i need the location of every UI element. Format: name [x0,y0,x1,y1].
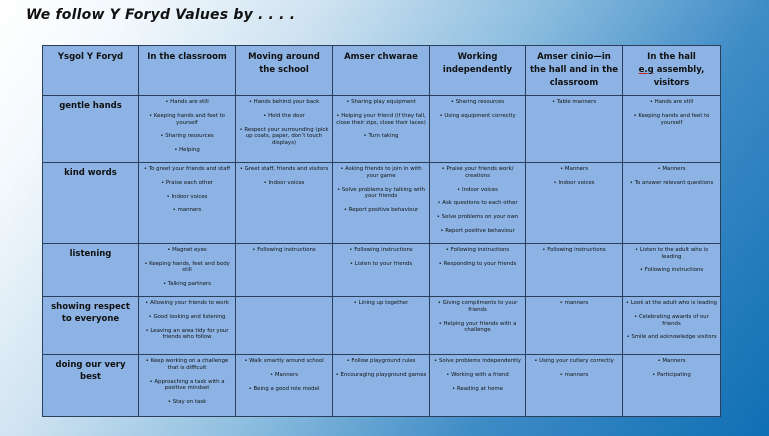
list-item: • Talking partners [141,281,233,288]
cell-list [141,300,233,341]
list-item: • Keep working on a challenge that is difficult [141,358,233,372]
list-item: • Reading at home [432,386,523,393]
cell-list [432,358,523,392]
list-item: • Praise each other [141,180,233,187]
header-row [43,46,721,96]
table-cell [333,243,430,296]
row-label: showing respect to everyone [43,296,139,354]
cell-list [625,247,718,274]
table-cell [623,243,721,296]
cell-list [141,99,233,154]
table-cell [333,296,430,354]
list-item: • Respect your surrounding (pick up coats, paper, don’t touch displays) [238,127,330,147]
cell-list [335,99,427,140]
list-item: • Sharing resources [432,99,523,106]
cell-list [528,358,620,379]
list-item: • manners [528,372,620,379]
cell-list [238,99,330,147]
list-item: • Ask questions to each other [432,200,523,207]
table-row [43,354,721,416]
table-cell [430,162,526,243]
table-cell [333,162,430,243]
header-school: Ysgol Y Foryd [43,46,139,96]
list-item: • Magnet eyes [141,247,233,254]
table-row [43,296,721,354]
list-item: • Following instructions [432,247,523,254]
cell-list [528,300,620,307]
list-item: • Hands are still [141,99,233,106]
cell-list [528,247,620,254]
header-hall-title: In the hall [647,52,696,62]
list-item: • Using equipment correctly [432,113,523,120]
list-item: • Turn taking [335,133,427,140]
cell-list [625,166,718,187]
list-item: • Solve problems by talking with your friends [335,187,427,201]
list-item: • Giving compliments to your friends [432,300,523,314]
header-working-independently: Working independently [430,46,526,96]
cell-list [432,166,523,235]
table-cell [623,354,721,416]
list-item: • Being a good role model [238,386,330,393]
list-item: • To answer relevant questions [625,180,718,187]
list-item: • Indoor voices [238,180,330,187]
list-item: • Report positive behaviour [432,228,523,235]
list-item: • Praise your friends work/ creations [432,166,523,180]
table-cell [623,162,721,243]
list-item: • manners [141,207,233,214]
table-cell [139,162,236,243]
values-table [42,45,721,417]
list-item: • Helping your friends with a challenge [432,321,523,335]
list-item: • Sharing play equipment [335,99,427,106]
row-label: gentle hands [43,96,139,163]
list-item: • Hands are still [625,99,718,106]
list-item: • Asking friends to join in with your game [335,166,427,180]
list-item: • Hands behind your back [238,99,330,106]
list-item: • Following instructions [335,247,427,254]
list-item: • manners [528,300,620,307]
list-item: • Good looking and listening [141,314,233,321]
list-item: • Report positive behaviour [335,207,427,214]
list-item: • Keeping hands and feet to yourself [141,113,233,127]
table-cell [236,162,333,243]
list-item: • Indoor voices [528,180,620,187]
list-item: • Look at the adult who is leading [625,300,718,307]
list-item: • Keeping hands and feet to yourself [625,113,718,127]
cell-list [335,166,427,214]
list-item: • Sharing resources [141,133,233,140]
table-cell [430,354,526,416]
list-item: • Stay on task [141,399,233,406]
eg-abbreviation: e.g [638,65,654,75]
list-item: • Allowing your friends to work [141,300,233,307]
table-cell [526,243,623,296]
list-item: • Solve problems independently [432,358,523,365]
table-cell [526,162,623,243]
cell-list [238,166,330,187]
list-item: • Responding to your friends [432,261,523,268]
list-item: • Keeping hands, feet and body still [141,261,233,275]
cell-list [625,99,718,126]
cell-list [528,166,620,187]
table-cell [430,296,526,354]
cell-list [335,247,427,268]
table-cell [333,96,430,163]
table-cell [139,296,236,354]
cell-list [141,166,233,214]
cell-list [238,247,330,254]
list-item: • Hold the door [238,113,330,120]
header-in-the-hall [623,46,721,96]
list-item: • Listen to the adult who is leading [625,247,718,261]
table-cell [236,243,333,296]
table-cell [236,354,333,416]
list-item: • Encouraging playground games [335,372,427,379]
cell-list [528,99,620,106]
table-cell [526,354,623,416]
cell-list [335,300,427,307]
table-row [43,96,721,163]
cell-list [335,358,427,379]
row-label: doing our very best [43,354,139,416]
list-item: • Solve problems on your own [432,214,523,221]
list-item: • Working with a friend [432,372,523,379]
table-cell [139,96,236,163]
table-cell [526,96,623,163]
list-item: • Celebrating awards of our friends [625,314,718,328]
cell-list [141,247,233,288]
list-item: • Indoor voices [141,194,233,201]
cell-list [432,300,523,334]
header-moving-around: Moving around the school [236,46,333,96]
row-label: listening [43,243,139,296]
list-item: • Using your cutlery correctly [528,358,620,365]
list-item: • Manners [528,166,620,173]
list-item: • Table manners [528,99,620,106]
list-item: • Participating [625,372,718,379]
list-item: • Leaving an area tidy for your friends who follow [141,328,233,342]
list-item: • Walk smartly around school [238,358,330,365]
cell-list [238,358,330,392]
list-item: • Indoor voices [432,187,523,194]
table-cell [623,296,721,354]
list-item: • Following instructions [528,247,620,254]
list-item: • Helping [141,147,233,154]
list-item: • To greet your friends and staff [141,166,233,173]
table-row [43,162,721,243]
page-title: We follow Y Foryd Values by . . . . [26,7,296,23]
table-cell [236,96,333,163]
table-cell [623,96,721,163]
list-item: • Following instructions [238,247,330,254]
list-item: • Lining up together [335,300,427,307]
table-cell [430,243,526,296]
table-cell [236,296,333,354]
cell-list [625,358,718,379]
list-item: • Following instructions [625,267,718,274]
cell-list [432,247,523,268]
header-hall-examples: e.g assembly, visitors [638,65,705,88]
table-cell [526,296,623,354]
list-item: • Listen to your friends [335,261,427,268]
table-cell [430,96,526,163]
cell-list [141,358,233,406]
table-cell [139,354,236,416]
list-item: • Approaching a task with a positive mindset [141,379,233,393]
list-item: • Manners [625,166,718,173]
list-item: • Manners [238,372,330,379]
list-item: • Manners [625,358,718,365]
cell-list [625,300,718,341]
list-item: • Smile and acknowledge visitors [625,334,718,341]
header-amser-chwarae: Amser chwarae [333,46,430,96]
header-classroom: In the classroom [139,46,236,96]
table-cell [333,354,430,416]
header-amser-cinio: Amser cinio—in the hall and in the classroom [526,46,623,96]
list-item: • Helping your friend (if they fall, close their zips, close their laces) [335,113,427,127]
table-row [43,243,721,296]
cell-list [432,99,523,120]
row-label: kind words [43,162,139,243]
table-cell [139,243,236,296]
list-item: • Greet staff, friends and visitors [238,166,330,173]
list-item: • Follow playground rules [335,358,427,365]
